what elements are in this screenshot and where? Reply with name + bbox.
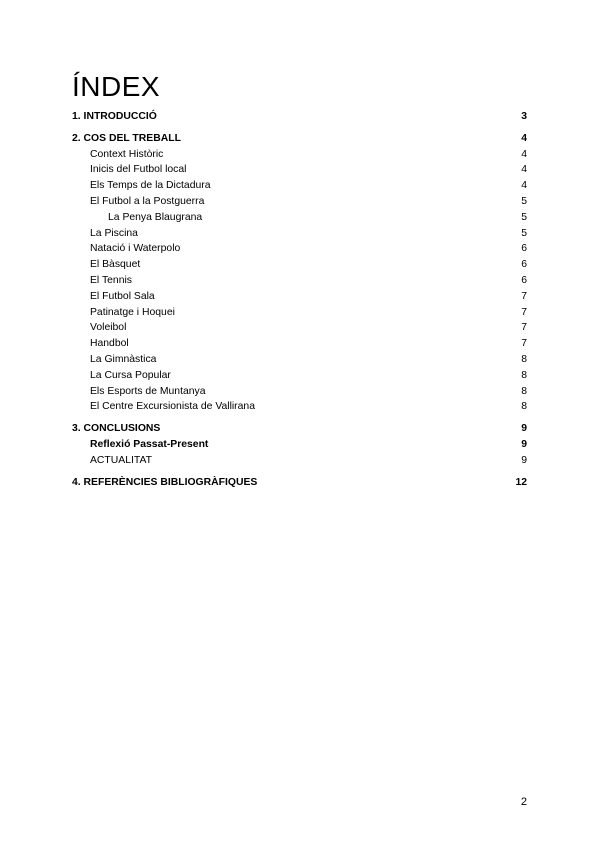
toc-entry-temps-dictadura[interactable] [72, 178, 527, 194]
toc-entry-introduccio[interactable] [72, 109, 527, 125]
toc-entry-label: La Gimnàstica [90, 353, 157, 365]
toc-entry-page: 7 [521, 338, 527, 350]
toc-entry-label: ACTUALITAT [90, 454, 152, 466]
toc-entry-page: 3 [521, 111, 527, 122]
toc-entry-label: 4. REFERÈNCIES BIBLIOGRÀFIQUES [72, 476, 258, 488]
table-of-contents [72, 109, 527, 490]
toc-entry-tennis[interactable] [72, 273, 527, 289]
toc-entry-context-historic[interactable] [72, 147, 527, 163]
toc-entry-label: Inicis del Futbol local [90, 164, 187, 176]
toc-entry-label: Natació i Waterpolo [90, 243, 181, 255]
toc-entry-label: La Cursa Popular [90, 369, 171, 381]
toc-entry-gimnastica[interactable] [72, 352, 527, 368]
toc-entry-page: 5 [521, 227, 527, 239]
toc-entry-penya-blaugrana[interactable] [72, 210, 527, 226]
page-number: 2 [520, 796, 527, 808]
toc-entry-reflexio[interactable] [72, 437, 527, 453]
toc-entry-page: 6 [521, 259, 527, 271]
toc-entry-cos-del-treball[interactable] [72, 131, 527, 147]
toc-entry-futbol-postguerra[interactable] [72, 194, 527, 210]
toc-entry-page: 8 [521, 401, 527, 413]
toc-entry-label: Patinatge i Hoquei [90, 306, 175, 318]
toc-entry-page: 5 [521, 195, 527, 207]
toc-entry-page: 7 [521, 322, 527, 334]
toc-entry-label: El Tennis [90, 274, 132, 286]
toc-entry-inicis-futbol[interactable] [72, 162, 527, 178]
toc-entry-page: 8 [521, 385, 527, 397]
toc-entry-label: El Bàsquet [90, 259, 141, 271]
toc-entry-page: 6 [521, 274, 527, 286]
toc-entry-label: Reflexió Passat-Present [90, 438, 209, 450]
toc-entry-page: 12 [515, 476, 527, 488]
toc-entry-page: 9 [521, 438, 527, 450]
toc-entry-page: 4 [521, 164, 527, 176]
toc-entry-label: 1. INTRODUCCIÓ [72, 111, 157, 122]
toc-entry-page: 4 [521, 180, 527, 192]
toc-entry-handbol[interactable] [72, 336, 527, 352]
toc-entry-page: 7 [521, 306, 527, 318]
toc-entry-page: 9 [521, 423, 527, 435]
toc-entry-label: La Piscina [90, 227, 138, 239]
toc-entry-label: El Centre Excursionista de Vallirana [90, 401, 255, 413]
toc-entry-label: Voleibol [90, 322, 127, 334]
toc-entry-basquet[interactable] [72, 257, 527, 273]
toc-entry-label: Handbol [90, 338, 129, 350]
toc-entry-label: El Futbol Sala [90, 290, 155, 302]
toc-entry-label: Els Esports de Muntanya [90, 385, 206, 397]
toc-entry-page: 9 [521, 454, 527, 466]
toc-entry-label: 2. COS DEL TREBALL [72, 132, 181, 144]
toc-entry-label: Context Històric [90, 148, 164, 160]
toc-entry-referencies[interactable] [72, 475, 527, 491]
toc-entry-esports-muntanya[interactable] [72, 384, 527, 400]
toc-entry-page: 5 [521, 211, 527, 223]
toc-entry-piscina[interactable] [72, 226, 527, 242]
toc-entry-patinatge-hoquei[interactable] [72, 305, 527, 321]
toc-entry-voleibol[interactable] [72, 320, 527, 336]
toc-entry-cursa-popular[interactable] [72, 368, 527, 384]
toc-entry-label: Els Temps de la Dictadura [90, 180, 211, 192]
toc-entry-label: El Futbol a la Postguerra [90, 195, 205, 207]
toc-entry-conclusions[interactable] [72, 421, 527, 437]
toc-entry-futbol-sala[interactable] [72, 289, 527, 305]
page-title: ÍNDEX [72, 71, 161, 102]
toc-entry-label: La Penya Blaugrana [108, 211, 203, 223]
toc-entry-page: 7 [521, 290, 527, 302]
toc-entry-centre-excursionista[interactable] [72, 399, 527, 415]
toc-entry-page: 4 [521, 148, 527, 160]
toc-entry-natacio-waterpolo[interactable] [72, 241, 527, 257]
toc-entry-actualitat[interactable] [72, 453, 527, 469]
toc-entry-page: 8 [521, 369, 527, 381]
toc-entry-page: 6 [521, 243, 527, 255]
toc-entry-page: 4 [521, 132, 527, 144]
toc-entry-page: 8 [521, 353, 527, 365]
toc-entry-label: 3. CONCLUSIONS [72, 423, 161, 435]
